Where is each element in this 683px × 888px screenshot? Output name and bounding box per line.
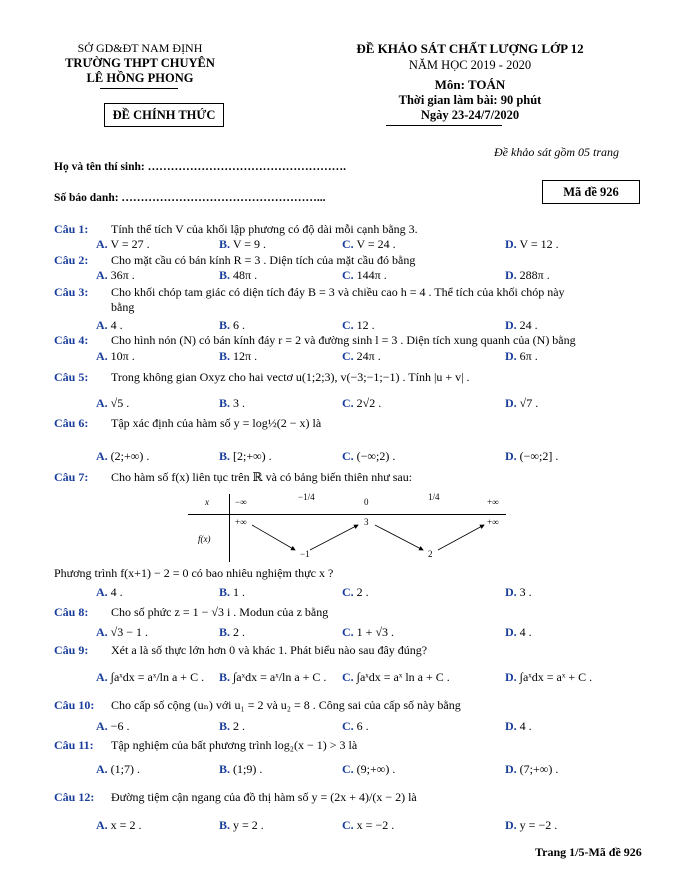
option-value: ∫aˣdx = aˣ/ln a + C . (110, 670, 205, 684)
option-value: 24π . (356, 349, 381, 363)
option-value: (9;+∞) . (356, 762, 396, 776)
question-followup: Phương trình f(x+1) − 2 = 0 có bao nhiêu nghiệm thực x ? (54, 566, 334, 580)
option-letter: A. (96, 237, 108, 251)
var-x-3: 1/4 (428, 492, 440, 502)
option-value: 4 . (519, 719, 532, 733)
option-letter: B. (219, 818, 231, 832)
exam-date: Ngày 23-24/7/2020 (420, 108, 520, 122)
option-letter: D. (505, 670, 517, 684)
dept-name: SỞ GD&ĐT NAM ĐỊNH (77, 41, 203, 55)
option-letter: B. (219, 625, 231, 639)
option-value: V = 27 . (110, 237, 150, 251)
question-label: Câu 5: (54, 370, 89, 384)
question-text: Trong không gian Oxyz cho hai vectơ u(1;2;3), v(−3;−1;−1) . Tính |u + v| . (111, 370, 470, 384)
option-value: (−∞;2] . (519, 449, 559, 463)
school-name-2: LÊ HỒNG PHONG (86, 71, 194, 85)
candidate-name-field: Họ và tên thí sinh: ……………………………………………. (54, 161, 346, 173)
option-value: 3 . (519, 585, 532, 599)
option-letter: A. (96, 762, 108, 776)
option-value: (2;+∞) . (110, 449, 150, 463)
option-value: 4 . (110, 318, 123, 332)
question-text: Đường tiệm cận ngang của đồ thị hàm số y = (2x + 4)/(x − 2) là (111, 790, 417, 804)
option-letter: D. (505, 585, 517, 599)
option-value: 48π . (233, 268, 258, 282)
page-footer: Trang 1/5-Mã đề 926 (535, 845, 642, 859)
question-label: Câu 2: (54, 253, 89, 267)
var-f-2: 3 (364, 517, 369, 527)
option-value: 4 . (110, 585, 123, 599)
option-value: 2√2 . (356, 396, 382, 410)
option-value: 144π . (356, 268, 387, 282)
option-letter: D. (505, 625, 517, 639)
question-text: Cho mặt cầu có bán kính R = 3 . Diện tích của mặt cầu đó bằng (111, 253, 416, 267)
question-label: Câu 10: (54, 698, 95, 712)
question-label: Câu 3: (54, 285, 89, 299)
question-text: Cho số phức z = 1 − √3 i . Modun của z bằng (111, 605, 329, 619)
var-x-1: −1/4 (298, 492, 315, 502)
option-letter: B. (219, 449, 231, 463)
option-letter: A. (96, 719, 108, 733)
option-value: ∫aˣdx = aˣ/ln a + C . (233, 670, 327, 684)
option-letter: C. (342, 585, 354, 599)
question-text-continued: bằng (111, 300, 135, 314)
option-letter: C. (342, 449, 354, 463)
option-value: √7 . (519, 396, 539, 410)
question-text: Cho hàm số f(x) liên tục trên ℝ và có bảng biến thiên như sau: (111, 470, 413, 484)
option-letter: A. (96, 670, 108, 684)
option-letter: B. (219, 349, 231, 363)
var-f-1: −1 (300, 549, 310, 559)
question-label: Câu 4: (54, 333, 89, 347)
exam-code-box: Mã đề 926 (542, 180, 640, 204)
question-label: Câu 8: (54, 605, 89, 619)
option-letter: D. (505, 762, 517, 776)
question-text: Tập nghiệm của bất phương trình log₂(x − 1) > 3 là (111, 738, 358, 752)
question-label: Câu 6: (54, 416, 89, 430)
option-value: x = −2 . (356, 818, 395, 832)
option-letter: A. (96, 349, 108, 363)
option-letter: B. (219, 318, 231, 332)
option-letter: C. (342, 318, 354, 332)
option-value: V = 24 . (356, 237, 396, 251)
option-value: −6 . (110, 719, 130, 733)
option-letter: B. (219, 268, 231, 282)
official-box: ĐỀ CHÍNH THỨC (104, 103, 224, 127)
question-label: Câu 12: (54, 790, 95, 804)
option-letter: B. (219, 585, 231, 599)
option-value: (1;7) . (110, 762, 140, 776)
var-f-4: +∞ (487, 517, 499, 527)
question-label: Câu 11: (54, 738, 94, 752)
option-value: 2 . (233, 719, 246, 733)
option-letter: D. (505, 818, 517, 832)
var-table-x-label: x (205, 497, 209, 507)
question-text: Cho cấp số cộng (uₙ) với u₁ = 2 và u₂ = 8 . Công sai của cấp số này bằng (111, 698, 461, 712)
var-f-3: 2 (428, 549, 433, 559)
pages-note: Đề khảo sát gồm 05 trang (494, 145, 619, 159)
option-letter: A. (96, 268, 108, 282)
option-value: y = −2 . (519, 818, 558, 832)
option-value: 6 . (233, 318, 246, 332)
option-letter: A. (96, 585, 108, 599)
question-text: Cho hình nón (N) có bán kính đáy r = 2 và đường sinh l = 3 . Diện tích xung quanh của (N) bằng (111, 333, 576, 347)
option-letter: C. (342, 818, 354, 832)
option-letter: C. (342, 268, 354, 282)
option-value: 4 . (519, 625, 532, 639)
option-value: 24 . (519, 318, 538, 332)
option-value: √5 . (110, 396, 130, 410)
option-letter: D. (505, 396, 517, 410)
exam-title: ĐỀ KHẢO SÁT CHẤT LƯỢNG LỚP 12 (356, 41, 584, 56)
option-letter: A. (96, 449, 108, 463)
question-label: Câu 9: (54, 643, 89, 657)
question-text: Tập xác định của hàm số y = log½(2 − x) là (111, 416, 322, 430)
option-letter: D. (505, 449, 517, 463)
option-value: V = 12 . (519, 237, 559, 251)
option-letter: B. (219, 762, 231, 776)
option-letter: A. (96, 396, 108, 410)
option-value: 10π . (110, 349, 135, 363)
option-letter: C. (342, 396, 354, 410)
exam-time: Thời gian làm bài: 90 phút (398, 93, 542, 107)
var-table-fx-label: f(x) (198, 534, 211, 544)
option-letter: C. (342, 719, 354, 733)
option-letter: A. (96, 318, 108, 332)
question-text: Xét a là số thực lớn hơn 0 và khác 1. Phát biểu nào sau đây đúng? (111, 643, 428, 657)
option-value: 36π . (110, 268, 135, 282)
option-value: 12 . (356, 318, 375, 332)
option-value: ∫aˣdx = aˣ + C . (519, 670, 593, 684)
option-value: V = 9 . (232, 237, 267, 251)
option-value: 2 . (233, 625, 246, 639)
option-value: 1 . (233, 585, 246, 599)
school-name-1: TRƯỜNG THPT CHUYÊN (65, 56, 215, 70)
candidate-id-field: Số báo danh: ……………………………………………... (54, 192, 326, 204)
option-value: 6π . (519, 349, 538, 363)
option-value: √3 − 1 . (110, 625, 149, 639)
option-letter: D. (505, 318, 517, 332)
subject: Môn: TOÁN (434, 77, 506, 92)
option-letter: D. (505, 268, 517, 282)
question-label: Câu 7: (54, 470, 89, 484)
option-letter: A. (96, 818, 108, 832)
var-x-0: −∞ (235, 497, 247, 507)
option-letter: A. (96, 625, 108, 639)
option-letter: C. (342, 237, 354, 251)
var-x-4: +∞ (487, 497, 499, 507)
var-f-0: +∞ (235, 517, 247, 527)
question-label: Câu 1: (54, 222, 89, 236)
option-value: 12π . (233, 349, 258, 363)
option-value: (1;9) . (233, 762, 263, 776)
option-value: 3 . (233, 396, 246, 410)
option-value: 2 . (356, 585, 369, 599)
option-letter: C. (342, 762, 354, 776)
option-letter: B. (219, 670, 231, 684)
question-text: Tính thể tích V của khối lập phương có độ dài mỗi cạnh bằng 3. (111, 222, 418, 236)
option-value: 6 . (356, 719, 369, 733)
option-letter: B. (219, 237, 231, 251)
option-value: (7;+∞) . (519, 762, 559, 776)
option-value: y = 2 . (233, 818, 264, 832)
option-letter: C. (342, 670, 354, 684)
var-x-2: 0 (364, 497, 369, 507)
option-letter: C. (342, 349, 354, 363)
option-value: [2;+∞) . (233, 449, 272, 463)
option-value: ∫aˣdx = aˣ ln a + C . (356, 670, 450, 684)
option-letter: D. (505, 237, 517, 251)
option-value: 288π . (519, 268, 550, 282)
option-letter: C. (342, 625, 354, 639)
option-value: 1 + √3 . (356, 625, 395, 639)
option-letter: D. (505, 349, 517, 363)
option-letter: B. (219, 396, 231, 410)
question-text: Cho khối chóp tam giác có diện tích đáy B = 3 và chiều cao h = 4 . Thể tích của khối chóp này (111, 285, 565, 299)
option-letter: D. (505, 719, 517, 733)
option-value: (−∞;2) . (356, 449, 396, 463)
option-value: x = 2 . (110, 818, 142, 832)
option-letter: B. (219, 719, 231, 733)
school-year: NĂM HỌC 2019 - 2020 (408, 58, 532, 72)
